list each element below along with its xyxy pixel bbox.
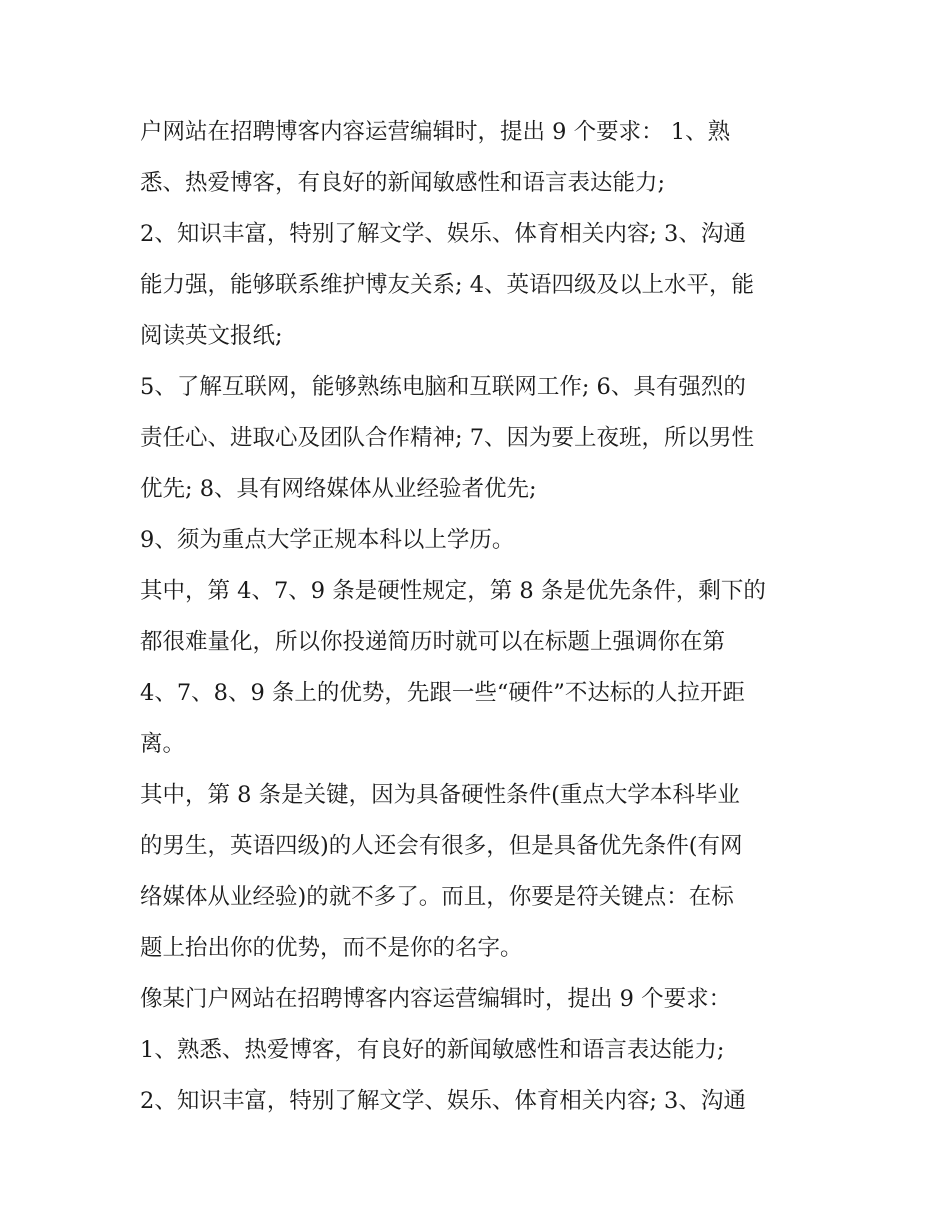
text-line-16: 络媒体从业经验)的就不多了。而且，你要是符关键点：在标: [140, 884, 734, 910]
text-line-20: 2、知识丰富，特别了解文学、娱乐、体育相关内容; 3、沟通: [140, 1088, 746, 1114]
text-line-7: 责任心、进取心及团队合作精神; 7、因为要上夜班，所以男性: [140, 425, 755, 451]
text-line-8: 优先; 8、具有网络媒体从业经验者优先;: [140, 476, 537, 502]
text-line-17: 题上抬出你的优势，而不是你的名字。: [140, 935, 523, 961]
text-line-13: 离。: [140, 731, 186, 757]
text-line-3: 2、知识丰富，特别了解文学、娱乐、体育相关内容; 3、沟通: [140, 221, 746, 247]
text-line-15: 的男生，英语四级)的人还会有很多，但是具备优先条件(有网: [140, 833, 743, 859]
text-line-18: 像某门户网站在招聘博客内容运营编辑时，提出 9 个要求：: [140, 986, 732, 1012]
text-line-4: 能力强，能够联系维护博友关系; 4、英语四级及以上水平，能: [140, 272, 755, 298]
document-body: [140, 107, 820, 1127]
text-line-10: 其中，第 4、7、9 条是硬性规定，第 8 条是优先条件，剩下的: [140, 578, 766, 604]
text-line-14: 其中，第 8 条是关键，因为具备硬性条件(重点大学本科毕业: [140, 782, 740, 808]
text-line-12: 4、7、8、9 条上的优势，先跟一些“硬件”不达标的人拉开距: [140, 680, 745, 706]
text-line-5: 阅读英文报纸;: [140, 323, 283, 349]
text-line-11: 都很难量化，所以你投递简历时就可以在标题上强调你在第: [140, 629, 726, 655]
text-line-2: 悉、热爱博客，有良好的新闻敏感性和语言表达能力;: [140, 170, 666, 196]
text-line-6: 5、了解互联网，能够熟练电脑和互联网工作; 6、具有强烈的: [140, 374, 746, 400]
text-line-19: 1、熟悉、热爱博客，有良好的新闻敏感性和语言表达能力;: [140, 1037, 725, 1063]
text-line-1: 户网站在招聘博客内容运营编辑时，提出 9 个要求： 1、熟: [140, 119, 731, 145]
text-line-9: 9、须为重点大学正规本科以上学历。: [140, 527, 515, 553]
